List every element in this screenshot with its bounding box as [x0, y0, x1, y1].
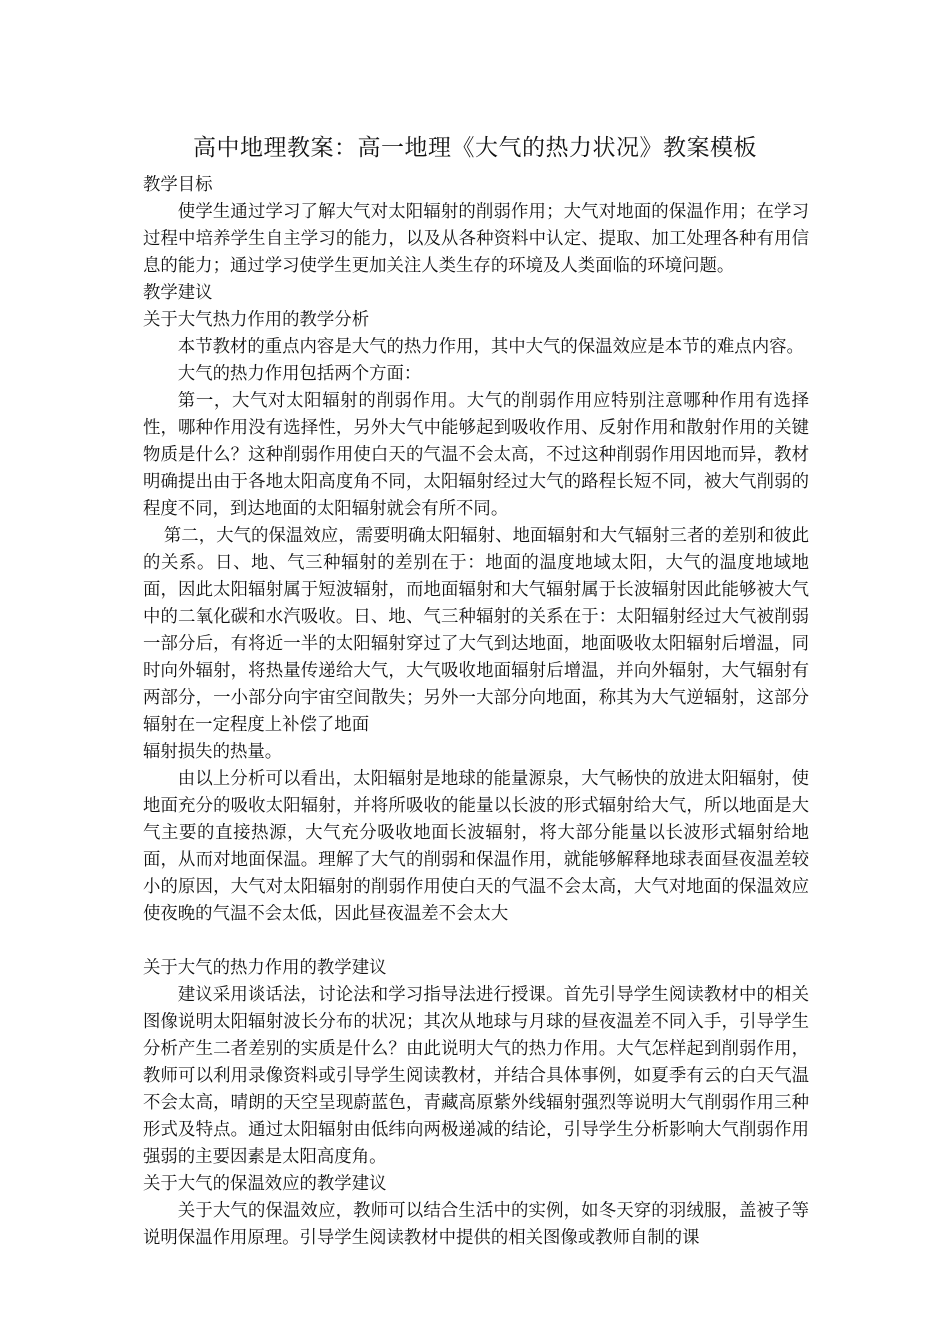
blank-line: [143, 928, 809, 955]
section-heading-suggestions: 教学建议: [143, 283, 213, 303]
paragraph-analysis-summary: 由以上分析可以看出，太阳辐射是地球的能量源泉，大气畅快的放进太阳辐射，使地面充分的吸收太阳辐射，并将所吸收的能量以长波的形式辐射给大气，所以地面是大气主要的直接热源，大气充分吸收地面长波辐射，将大部分能量以长波形式辐射给地面，从而对地面保温。理解了大气的削弱和保温作用，就能够解释地球表面昼夜温差较小的原因，大气对太阳辐射的削弱作用使白天的气温不会太高，大气对地面的保温效应使夜晚的气温不会太低，因此昼夜温差不会太大: [143, 769, 809, 924]
document-title: 高中地理教案：高一地理《大气的热力状况》教案模板: [193, 135, 757, 161]
paragraph-insulation: 关于大气的保温效应，教师可以结合生活中的实例，如冬天穿的羽绒服，盖被子等说明保温作用原理。引导学生阅读教材中提供的相关图像或教师自制的课: [143, 1201, 809, 1248]
paragraph-analysis-first: 第一，大气对太阳辐射的削弱作用。大气的削弱作用应特别注意哪种作用有选择性，哪种作用没有选择性，另外大气中能够起到吸收作用、反射作用和散射作用的关键物质是什么？这种削弱作用使白天的气温不会太高，不过这种削弱作用因地而异，教材明确提出由于各地太阳高度角不同，太阳辐射经过大气的路程长短不同，被大气削弱的程度不同，到达地面的太阳辐射就会有所不同。: [143, 391, 809, 519]
paragraph-analysis-second-tail: 辐射损失的热量。: [143, 742, 283, 762]
paragraph-analysis-second: 第二，大气的保温效应，需要明确太阳辐射、地面辐射和大气辐射三者的差别和彼此的关系。日、地、气三种辐射的差别在于：地面的温度地域太阳，大气的温度地域地面，因此太阳辐射属于短波辐射，而地面辐射和大气辐射属于长波辐射因此能够被大气中的二氧化碳和水汽吸收。日、地、气三种辐射的关系在于：太阳辐射经过大气被削弱一部分后，有将近一半的太阳辐射穿过了大气到达地面，地面吸收太阳辐射后增温，同时向外辐射，将热量传递给大气，大气吸收地面辐射后增温，并向外辐射，大气辐射有两部分，一小部分向宇宙空间散失；另外一大部分向地面，称其为大气逆辐射，这部分辐射在一定程度上补偿了地面: [143, 526, 809, 735]
subsection-heading-insulation: 关于大气的保温效应的教学建议: [143, 1174, 387, 1194]
subsection-heading-advice: 关于大气的热力作用的教学建议: [143, 958, 387, 978]
document-body: [143, 172, 809, 1252]
paragraph-goals: 使学生通过学习了解大气对太阳辐射的削弱作用；大气对地面的保温作用；在学习过程中培养学生自主学习的能力，以及从各种资料中认定、提取、加工处理各种有用信息的能力；通过学习使学生更加关注人类生存的环境及人类面临的环境问题。: [143, 202, 809, 276]
paragraph-advice: 建议采用谈话法，讨论法和学习指导法进行授课。首先引导学生阅读教材中的相关图像说明太阳辐射波长分布的状况；其次从地球与月球的昼夜温差不同入手，引导学生分析产生二者差别的实质是什么？由此说明大气的热力作用。大气怎样起到削弱作用，教师可以利用录像资料或引导学生阅读教材，并结合具体事例，如夏季有云的白天气温不会太高，晴朗的天空呈现蔚蓝色，青藏高原紫外线辐射强烈等说明大气削弱作用三种形式及特点。通过太阳辐射由低纬向两极递减的结论，引导学生分析影响大气削弱作用强弱的主要因素是太阳高度角。: [143, 985, 809, 1167]
section-heading-goals: 教学目标: [143, 175, 213, 195]
subsection-heading-analysis: 关于大气热力作用的教学分析: [143, 310, 370, 330]
paragraph-analysis-aspects: 大气的热力作用包括两个方面：: [177, 364, 422, 384]
paragraph-analysis-intro: 本节教材的重点内容是大气的热力作用，其中大气的保温效应是本节的难点内容。: [177, 337, 804, 357]
